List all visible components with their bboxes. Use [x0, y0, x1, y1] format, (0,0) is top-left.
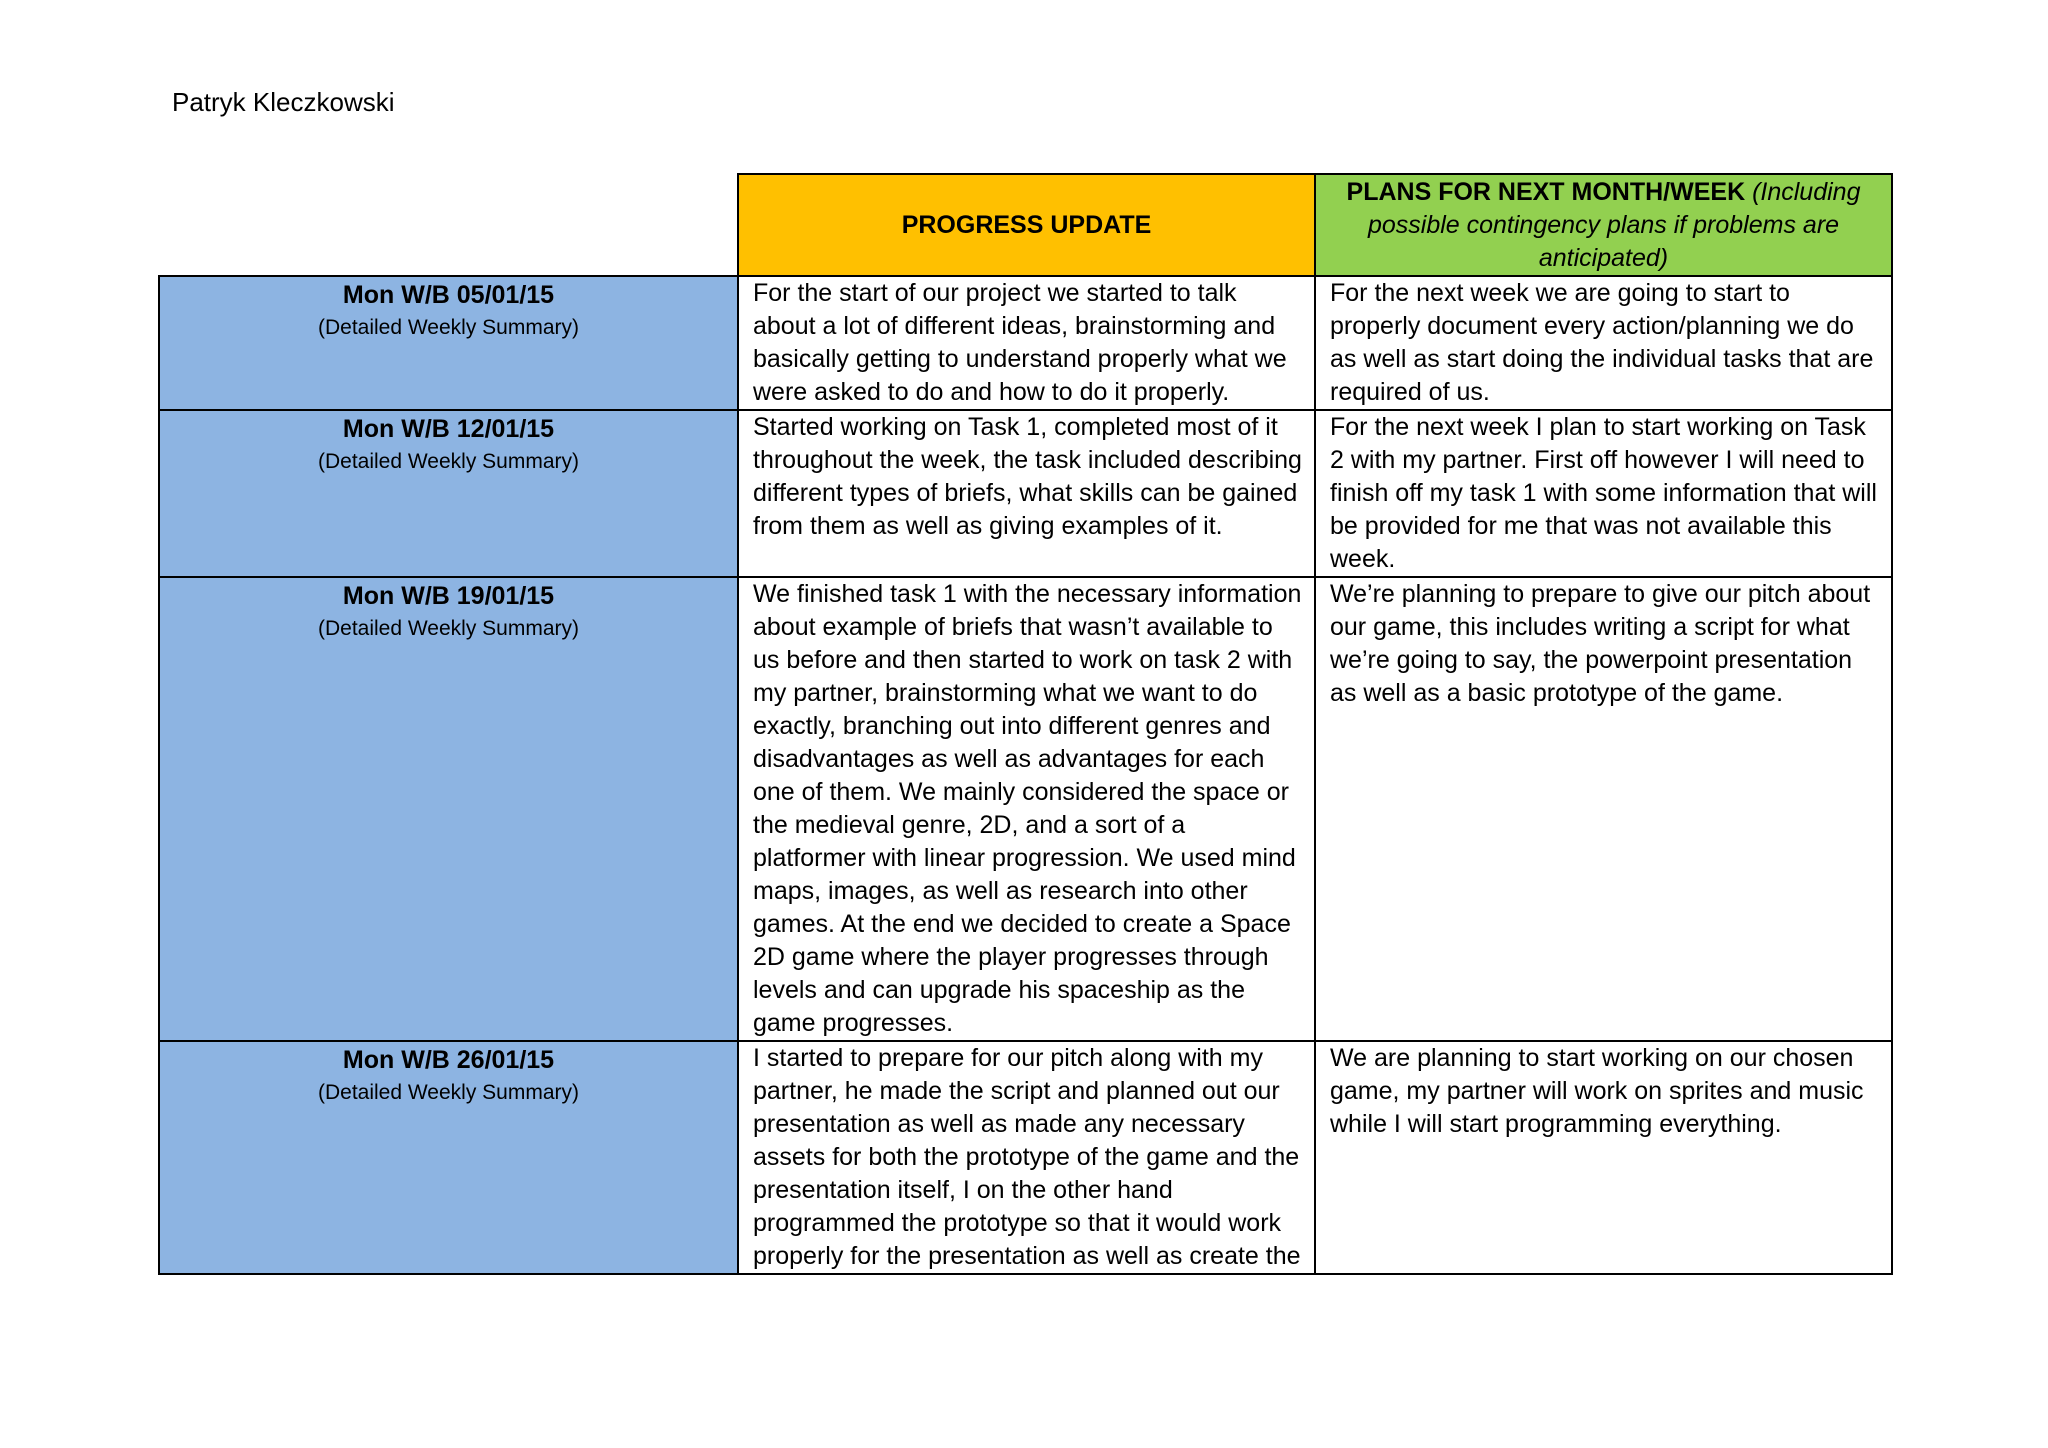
week-summary-label: (Detailed Weekly Summary) — [317, 316, 579, 339]
table-header-row — [159, 174, 1892, 276]
table-row — [159, 577, 1892, 1041]
week-cell — [159, 1041, 738, 1274]
table-row — [159, 276, 1892, 410]
week-summary-label: (Detailed Weekly Summary) — [317, 450, 579, 473]
plans-header-title: PLANS FOR NEXT MONTH/WEEK — [1346, 177, 1746, 206]
plans-cell: For the next week we are going to start to properly document every action/planning we do as well as start doing the individual tasks that are required of us. — [1315, 276, 1892, 410]
week-summary-label: (Detailed Weekly Summary) — [317, 1081, 579, 1104]
progress-cell: For the start of our project we started to talk about a lot of different ideas, brainstorming and basically getting to understand properly what we were asked to do and how to do it properly. — [738, 276, 1315, 410]
progress-update-header: PROGRESS UPDATE — [738, 174, 1315, 276]
week-cell — [159, 276, 738, 410]
progress-cell: Started working on Task 1, completed most of it throughout the week, the task included describing different types of briefs, what skills can be gained from them as well as giving examples of it. — [738, 410, 1315, 577]
progress-cell: I started to prepare for our pitch along with my partner, he made the script and planned out our presentation as well as made any necessary assets for both the prototype of the game and the presentation itself, I on the other hand programmed the prototype so that it would work properly for the presentation as well as create the — [738, 1041, 1315, 1274]
plans-cell: We’re planning to prepare to give our pitch about our game, this includes writing a script for what we’re going to say, the powerpoint presentation as well as a basic prototype of the game. — [1315, 577, 1892, 1041]
plans-cell: We are planning to start working on our chosen game, my partner will work on sprites and music while I will start programming everything. — [1315, 1041, 1892, 1274]
plans-header-note: (Including possible contingency plans if problems are anticipated) — [1367, 177, 1861, 272]
week-summary-label: (Detailed Weekly Summary) — [317, 617, 579, 640]
week-cell — [159, 577, 738, 1041]
table-row — [159, 410, 1892, 577]
week-cell — [159, 410, 738, 577]
week-label: Mon W/B 12/01/15 — [342, 415, 555, 443]
table-row — [159, 1041, 1892, 1274]
progress-cell: We finished task 1 with the necessary information about example of briefs that wasn’t available to us before and then started to work on task 2 with my partner, brainstorming what we want to do exactly, branching out into different genres and disadvantages as well as advantages for each one of them. We mainly considered the space or the medieval genre, 2D, and a sort of a platformer with linear progression. We used mind maps, images, as well as research into other games. At the end we decided to create a Space 2D game where the player progresses through levels and can upgrade his spaceship as the game progresses. — [738, 577, 1315, 1041]
progress-log-table — [158, 173, 1893, 1275]
week-label: Mon W/B 05/01/15 — [342, 281, 555, 309]
plans-header — [1315, 174, 1892, 276]
plans-cell: For the next week I plan to start working on Task 2 with my partner. First off however I will need to finish off my task 1 with some information that will be provided for me that was not available this week. — [1315, 410, 1892, 577]
week-label: Mon W/B 19/01/15 — [342, 582, 555, 610]
blank-header-cell — [159, 174, 738, 276]
week-label: Mon W/B 26/01/15 — [342, 1046, 555, 1074]
author-name: Patryk Kleczkowski — [172, 87, 395, 117]
